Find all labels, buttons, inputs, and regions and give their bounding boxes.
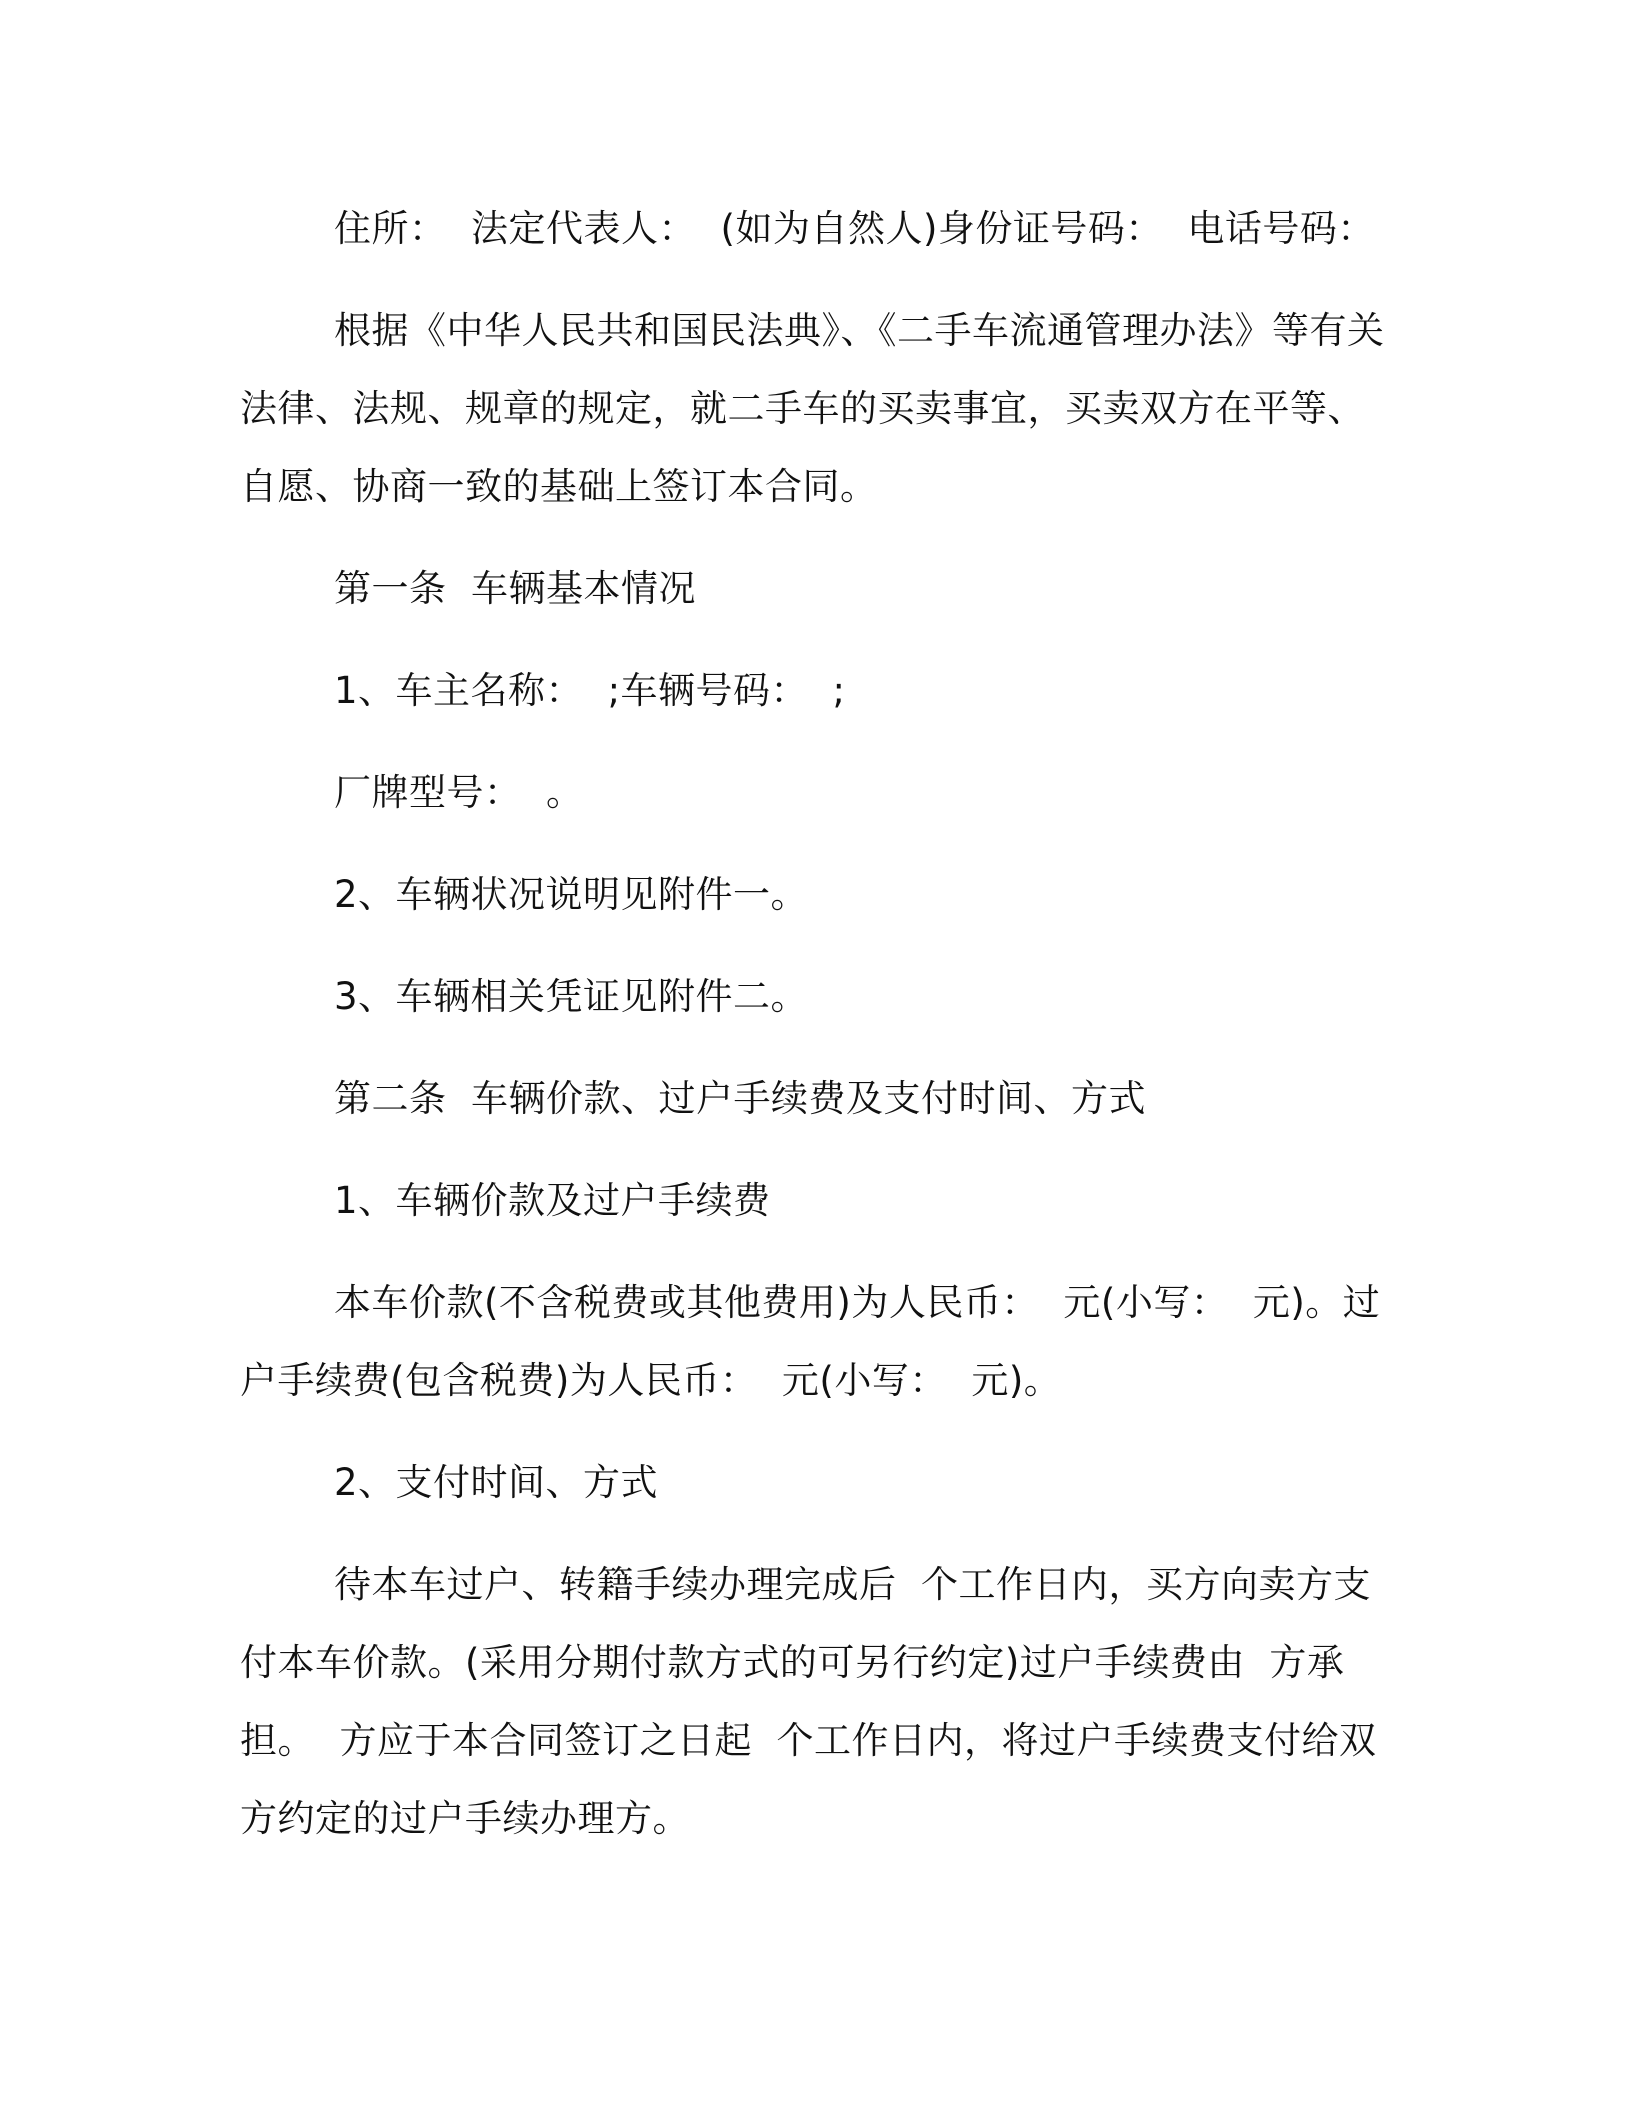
price-fee-subheading: 1、车辆价款及过户手续费 [334, 1179, 771, 1222]
article-2-heading: 第二条 车辆价款、过户手续费及支付时间、方式 [334, 1077, 1147, 1120]
price-fee-paragraph: 本车价款(不含税费或其他费用)为人民币： 元(小写： 元)。过户手续费(包含税费)为人民币： 元(小写： 元)。 [240, 1281, 1381, 1402]
payment-paragraph: 待本车过户、转籍手续办理完成后 个工作日内，买方向卖方支付本车价款。(采用分期付款方式的可另行约定)过户手续费由 方承担。 方应于本合同签订之日起 个工作日内，将过户手续费支付给双方约定的过户手续办理方。 [240, 1563, 1377, 1840]
document-body [240, 190, 1390, 1882]
vehicle-condition-line: 2、车辆状况说明见附件一。 [334, 873, 809, 916]
preamble-paragraph: 根据《中华人民共和国民法典》、《二手车流通管理办法》等有关法律、法规、规章的规定，就二手车的买卖事宜，买卖双方在平等、自愿、协商一致的基础上签订本合同。 [240, 309, 1385, 508]
payment-subheading: 2、支付时间、方式 [334, 1461, 659, 1504]
party-info-line: 住所： 法定代表人： (如为自然人)身份证号码： 电话号码： [334, 207, 1375, 250]
brand-model-line: 厂牌型号： 。 [334, 771, 584, 814]
article-1-heading: 第一条 车辆基本情况 [334, 567, 697, 610]
owner-plate-line: 1、车主名称： ;车辆号码： ; [334, 669, 846, 712]
vehicle-documents-line: 3、车辆相关凭证见附件二。 [334, 975, 809, 1018]
